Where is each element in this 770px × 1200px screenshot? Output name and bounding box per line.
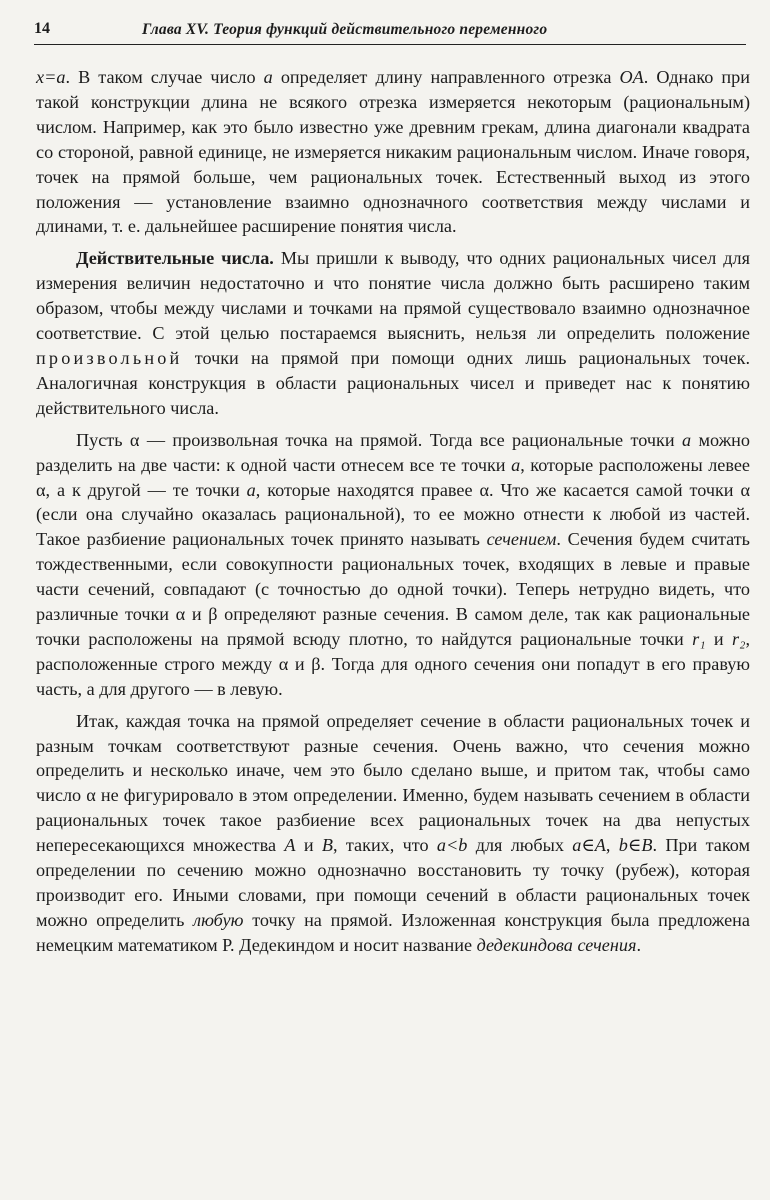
text-run: . Однако при такой конструкции длина не всякого отрезка измеряется некоторым (рациональным) числом. Например, как это было известно уже древним грекам, длина диагонали квадрата со стороной, равной единице, не измеряется никаким рациональным числом. Иначе говоря, точек на прямой больше, чем рациональных точек. Естественный выход из этого положения — установление взаимно однозначного соответствия между числами и длинами, т. е. дальнейшее расширение понятия числа. (36, 67, 750, 237)
text-run: , которые находятся правее α. Что же касается самой точки α (если она случайно оказалась рациональной), то ее можно отнести к любой из частей. Такое разбиение рациональных точек принято называть (36, 479, 750, 550)
text-run: . Сечения будем считать тождественными, если совокупности рациональных точек, входящих в левые и правые части сечений, совпадают (с точностью до одной точки). Теперь нетрудно видеть, что различные точки α и β определяют разные сечения. В самом деле, так как рациональные точки расположены на прямой всюду плотно, то найдутся рациональные точки (36, 529, 750, 649)
text-run: можно разделить на две части: к одной части отнесем все те точки (36, 429, 750, 475)
text-run: , которые расположены левее α, а к другой — те точки (36, 454, 750, 500)
text-run: r₁ (692, 628, 706, 649)
text-run: Итак, каждая точка на прямой определяет сечение в области рациональных точек и разным точкам соответствуют разные сечения. Очень важно, что сечения можно определить и несколько иначе, чем это было сделано выше, и притом так, чтобы само число α не фигурировало в этом определении. Именно, будем называть сечением в области рациональных точек такое разбиение всех рациональных точек на два непустых непересекающихся множества (36, 710, 750, 856)
body-text (36, 65, 750, 958)
text-run: . При таком определении по сечению можно однозначно восстановить ту точку (рубеж), которая производит его. Иными словами, при помощи сечений в области рациональных точек можно определить (36, 835, 751, 930)
text-run: Действительные числа. (76, 248, 274, 269)
text-run: B (321, 835, 333, 856)
text-run: сечением (486, 529, 557, 550)
text-run: произвольной (36, 347, 183, 368)
text-run: a<b (436, 835, 468, 856)
paragraph-3 (36, 428, 750, 702)
text-run: и (705, 628, 733, 649)
text-run: a (511, 454, 521, 475)
text-run: и (295, 835, 322, 856)
text-run: , таких, что (333, 835, 437, 856)
text-run: точки на прямой при помощи одних лишь рациональных точек. Аналогичная конструкция в области рациональных чисел и приведет нас к понятию действительного числа. (36, 347, 750, 418)
running-head (34, 18, 746, 45)
text-run: b∈B (618, 835, 653, 856)
text-run: a (246, 479, 256, 500)
text-run: . В таком случае число (65, 67, 264, 87)
text-run: x=a (36, 67, 66, 87)
text-run: определяет длину направленного отрезка (272, 67, 620, 87)
text-run: дедекиндова сечения (476, 934, 637, 955)
chapter-title: Глава XV. Теория функций действительного переменного (142, 21, 548, 38)
text-run: точку на прямой. Изложенная конструкция была предложена немецким математиком Р. Дедекиндом и носит название (36, 909, 750, 955)
text-run: любую (193, 909, 244, 930)
text-run: OA (619, 67, 644, 87)
text-run: a (681, 429, 692, 450)
text-run: A (284, 835, 296, 856)
page-number: 14 (34, 20, 50, 37)
text-run: a (263, 67, 273, 87)
text-run: r₂ (732, 628, 746, 649)
text-run: , (605, 835, 619, 856)
paragraph-2 (36, 246, 750, 420)
text-run: a∈A (572, 835, 606, 856)
text-run: . (636, 934, 641, 955)
text-run: , расположенные строго между α и β. Тогда для одного сечения они попадут в его правую часть, а для другого — в левую. (36, 628, 750, 699)
paragraph-1 (36, 65, 750, 239)
book-page (28, 18, 751, 965)
paragraph-4 (36, 709, 750, 958)
text-run: для любых (467, 835, 573, 856)
text-run: Пусть α — произвольная точка на прямой. Тогда все рациональные точки (76, 429, 682, 450)
text-run: Мы пришли к выводу, что одних рациональных чисел для измерения величин недостаточно и что понятие числа должно быть расширено таким образом, чтобы между числами и точками на прямой существовало взаимно однозначное соответствие. С этой целью постараемся выяснить, нельзя ли определить положение (36, 248, 751, 344)
